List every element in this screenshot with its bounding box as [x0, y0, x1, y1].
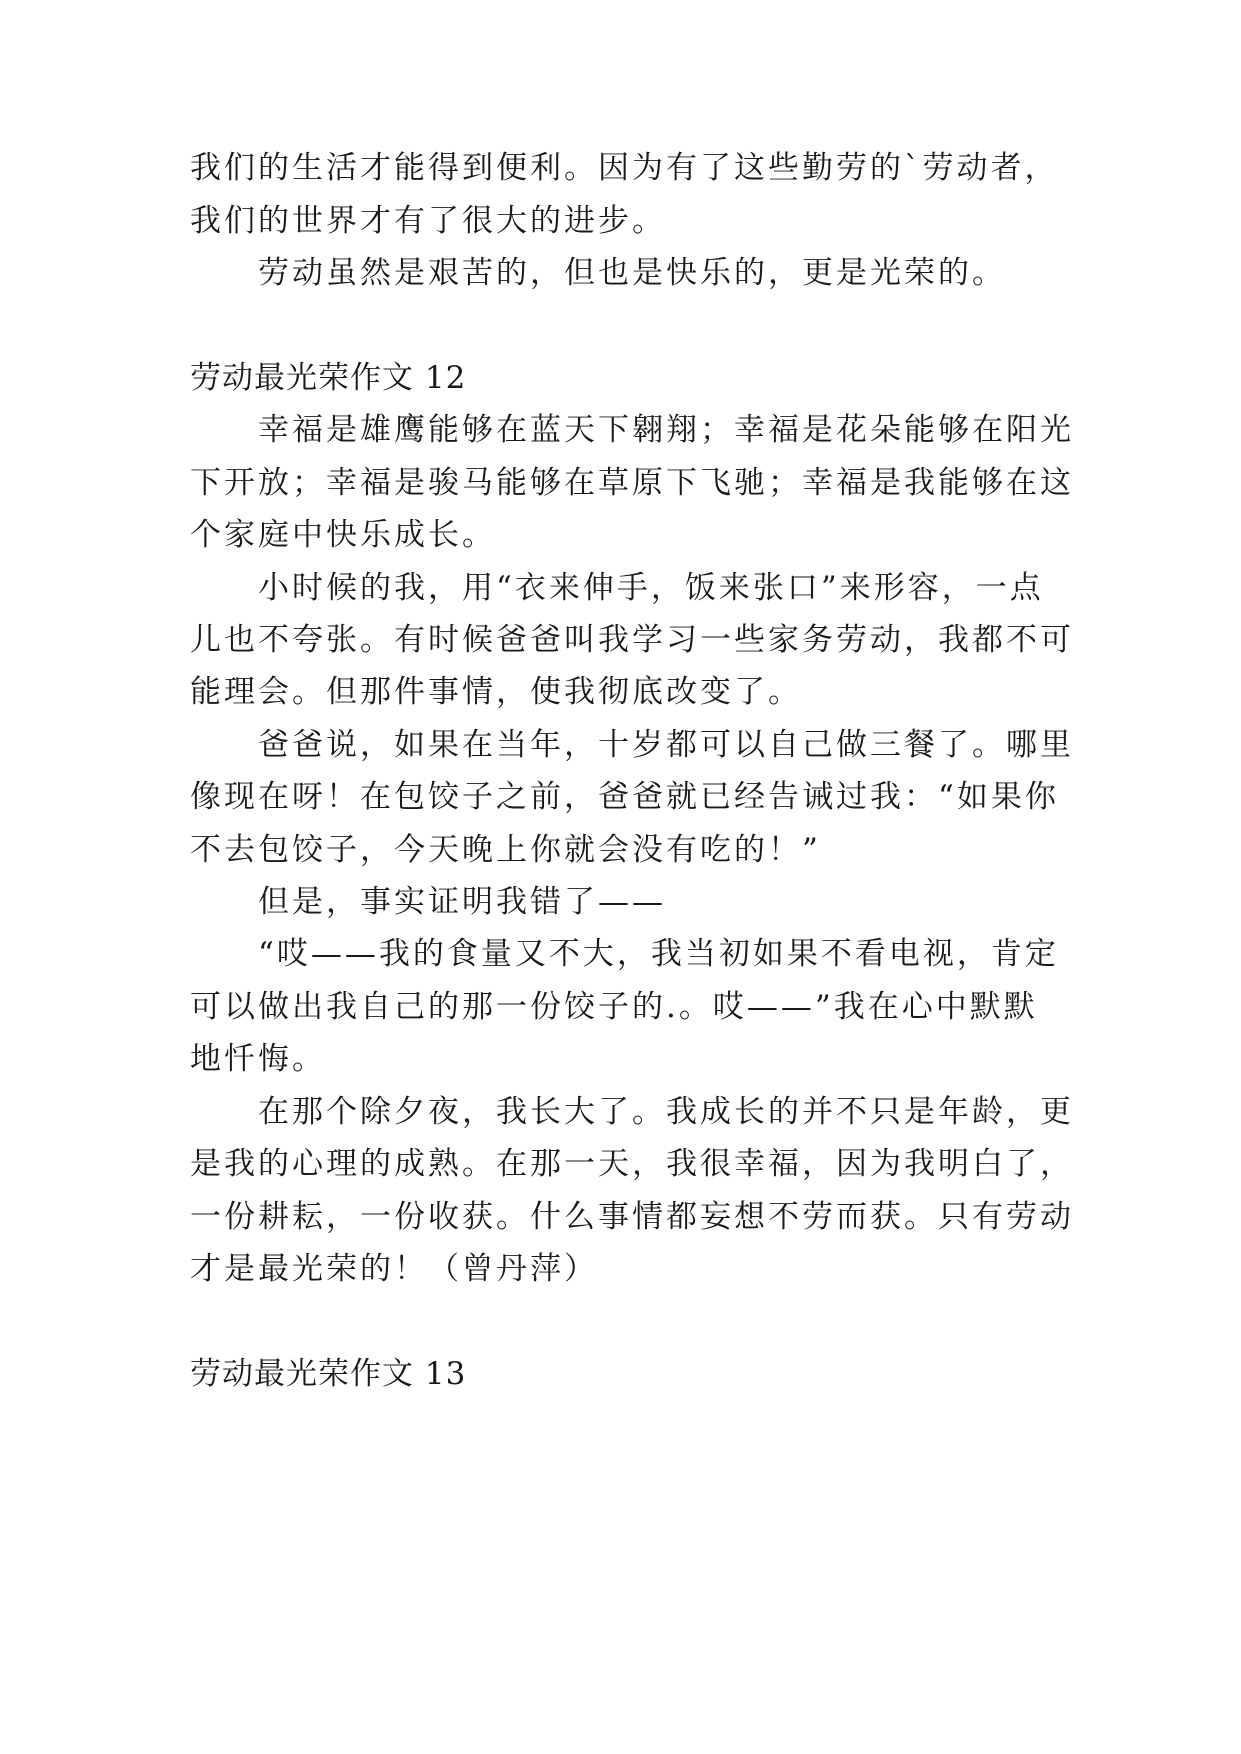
text-line: 一份耕耘，一份收获。什么事情都妄想不劳而获。只有劳动 [190, 1199, 1074, 1235]
text-line: 我们的生活才能得到便利。因为有了这些勤劳的`劳动者， [190, 150, 1059, 186]
text-line: 个家庭中快乐成长。 [190, 517, 496, 553]
text-line: 能理会。但那件事情，使我彻底改变了。 [190, 674, 802, 710]
text-line: 像现在呀！在包饺子之前，爸爸就已经告诫过我：“如果你 [190, 779, 1059, 815]
text-line: 小时候的我，用“衣来伸手，饭来张口”来形容，一点 [190, 570, 1044, 606]
text-line: 幸福是雄鹰能够在蓝天下翱翔；幸福是花朵能够在阳光 [190, 412, 1074, 448]
section-heading: 劳动最光荣作文 12 [190, 360, 467, 396]
text-line: 可以做出我自己的那一份饺子的.。哎——”我在心中默默 [190, 989, 1038, 1025]
text-line: 地忏悔。 [190, 1041, 326, 1077]
text-line: 下开放；幸福是骏马能够在草原下飞驰；幸福是我能够在这 [190, 465, 1074, 501]
text-line: 儿也不夸张。有时候爸爸叫我学习一些家务劳动，我都不可 [190, 622, 1074, 658]
section-heading: 劳动最光荣作文 13 [190, 1356, 467, 1392]
text-line: 才是最光荣的！（曾丹萍） [190, 1251, 598, 1287]
text-line: 是我的心理的成熟。在那一天，我很幸福，因为我明白了， [190, 1146, 1074, 1182]
text-line: 不去包饺子，今天晚上你就会没有吃的！” [190, 832, 821, 868]
text-line: 我们的世界才有了很大的进步。 [190, 203, 666, 239]
text-line: 爸爸说，如果在当年，十岁都可以自己做三餐了。哪里 [190, 727, 1074, 763]
text-line: “哎——我的食量又不大，我当初如果不看电视，肯定 [190, 936, 1059, 972]
text-line: 但是，事实证明我错了—— [190, 884, 666, 920]
text-line: 劳动虽然是艰苦的，但也是快乐的，更是光荣的。 [190, 255, 1006, 291]
text-line: 在那个除夕夜，我长大了。我成长的并不只是年龄，更 [190, 1094, 1074, 1130]
